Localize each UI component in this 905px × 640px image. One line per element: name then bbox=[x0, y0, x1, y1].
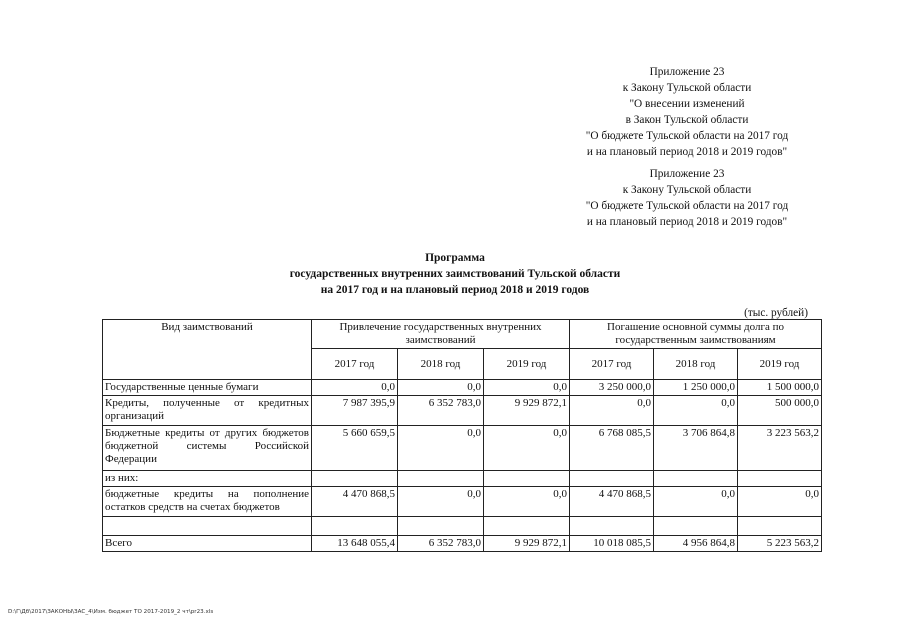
row-label: бюджетные кредиты на пополнение остатков средств на счетах бюджетов bbox=[103, 487, 312, 517]
cell-value: 6 768 085,5 bbox=[570, 426, 654, 471]
cell-value: 7 987 395,9 bbox=[312, 396, 398, 426]
cell-value bbox=[654, 517, 738, 536]
cell-value: 6 352 783,0 bbox=[398, 396, 484, 426]
cell-value: 0,0 bbox=[570, 396, 654, 426]
cell-value: 5 660 659,5 bbox=[312, 426, 398, 471]
header-row-groups bbox=[103, 320, 822, 349]
annex-line: к Закону Тульской области bbox=[622, 184, 752, 196]
cell-value bbox=[398, 471, 484, 487]
cell-value bbox=[738, 517, 822, 536]
year-header: 2019 год bbox=[484, 349, 570, 380]
cell-value bbox=[312, 471, 398, 487]
row-label: Всего bbox=[103, 536, 312, 552]
table-row-total bbox=[103, 536, 822, 552]
annex-line: "О бюджете Тульской области на 2017 год bbox=[585, 200, 789, 212]
table-row bbox=[103, 517, 822, 536]
cell-value: 0,0 bbox=[312, 380, 398, 396]
cell-value: 0,0 bbox=[398, 487, 484, 517]
cell-value: 6 352 783,0 bbox=[398, 536, 484, 552]
cell-value: 0,0 bbox=[484, 426, 570, 471]
cell-value: 500 000,0 bbox=[738, 396, 822, 426]
year-header: 2017 год bbox=[570, 349, 654, 380]
table-row bbox=[103, 426, 822, 471]
document-title bbox=[210, 250, 700, 298]
cell-value bbox=[570, 471, 654, 487]
col-group-attraction: Привлечение государственных внутренних заимствований bbox=[312, 320, 570, 349]
table-row bbox=[103, 471, 822, 487]
year-header: 2019 год bbox=[738, 349, 822, 380]
cell-value: 3 250 000,0 bbox=[570, 380, 654, 396]
annex-line: и на плановый период 2018 и 2019 годов" bbox=[586, 146, 788, 158]
cell-value: 0,0 bbox=[484, 487, 570, 517]
cell-value: 0,0 bbox=[738, 487, 822, 517]
cell-value bbox=[484, 517, 570, 536]
col-header-borrowing-type: Вид заимствований bbox=[103, 320, 312, 380]
cell-value: 1 250 000,0 bbox=[654, 380, 738, 396]
cell-value: 4 470 868,5 bbox=[312, 487, 398, 517]
cell-value: 0,0 bbox=[398, 426, 484, 471]
cell-value: 4 470 868,5 bbox=[570, 487, 654, 517]
annex-line: в Закон Тульской области bbox=[625, 114, 749, 126]
cell-value: 0,0 bbox=[398, 380, 484, 396]
annex-line: Приложение 23 bbox=[649, 66, 725, 78]
cell-value: 5 223 563,2 bbox=[738, 536, 822, 552]
table-row bbox=[103, 380, 822, 396]
annex-line: и на плановый период 2018 и 2019 годов" bbox=[586, 216, 788, 228]
row-label: Государственные ценные бумаги bbox=[103, 380, 312, 396]
annex-line: "О бюджете Тульской области на 2017 год bbox=[585, 130, 789, 142]
year-header: 2018 год bbox=[654, 349, 738, 380]
cell-value bbox=[654, 471, 738, 487]
cell-value: 9 929 872,1 bbox=[484, 536, 570, 552]
year-header: 2018 год bbox=[398, 349, 484, 380]
annex-note-amendment bbox=[537, 64, 837, 160]
year-header: 2017 год bbox=[312, 349, 398, 380]
row-label: из них: bbox=[103, 471, 312, 487]
row-label bbox=[103, 517, 312, 536]
cell-value bbox=[398, 517, 484, 536]
title-line: Программа bbox=[425, 252, 485, 264]
col-group-repayment: Погашение основной суммы долга по государственным заимствованиям bbox=[570, 320, 822, 349]
cell-value bbox=[312, 517, 398, 536]
cell-value: 3 706 864,8 bbox=[654, 426, 738, 471]
annex-note-original bbox=[537, 166, 837, 230]
cell-value: 0,0 bbox=[484, 380, 570, 396]
cell-value: 0,0 bbox=[654, 487, 738, 517]
row-label: Кредиты, полученные от кредитных организаций bbox=[103, 396, 312, 426]
cell-value: 10 018 085,5 bbox=[570, 536, 654, 552]
cell-value: 9 929 872,1 bbox=[484, 396, 570, 426]
borrowing-program-table bbox=[102, 319, 822, 552]
units-note: (тыс. рублей) bbox=[744, 307, 808, 319]
file-path-footer: D:\Г\Дб\2017\ЗАКОНЫ\ЗАС_4\Изм. бюджет ТО 2017-2019_2 чт\pr23.xls bbox=[8, 609, 214, 615]
table-row bbox=[103, 487, 822, 517]
cell-value: 3 223 563,2 bbox=[738, 426, 822, 471]
cell-value bbox=[738, 471, 822, 487]
title-line: на 2017 год и на плановый период 2018 и 2019 годов bbox=[320, 284, 590, 296]
cell-value bbox=[484, 471, 570, 487]
cell-value: 1 500 000,0 bbox=[738, 380, 822, 396]
cell-value: 13 648 055,4 bbox=[312, 536, 398, 552]
annex-line: "О внесении изменений bbox=[629, 98, 745, 110]
cell-value: 0,0 bbox=[654, 396, 738, 426]
table-row bbox=[103, 396, 822, 426]
annex-line: к Закону Тульской области bbox=[622, 82, 752, 94]
title-line: государственных внутренних заимствований Тульской области bbox=[289, 268, 621, 280]
annex-line: Приложение 23 bbox=[649, 168, 725, 180]
cell-value bbox=[570, 517, 654, 536]
cell-value: 4 956 864,8 bbox=[654, 536, 738, 552]
row-label: Бюджетные кредиты от других бюджетов бюджетной системы Российской Федерации bbox=[103, 426, 312, 471]
